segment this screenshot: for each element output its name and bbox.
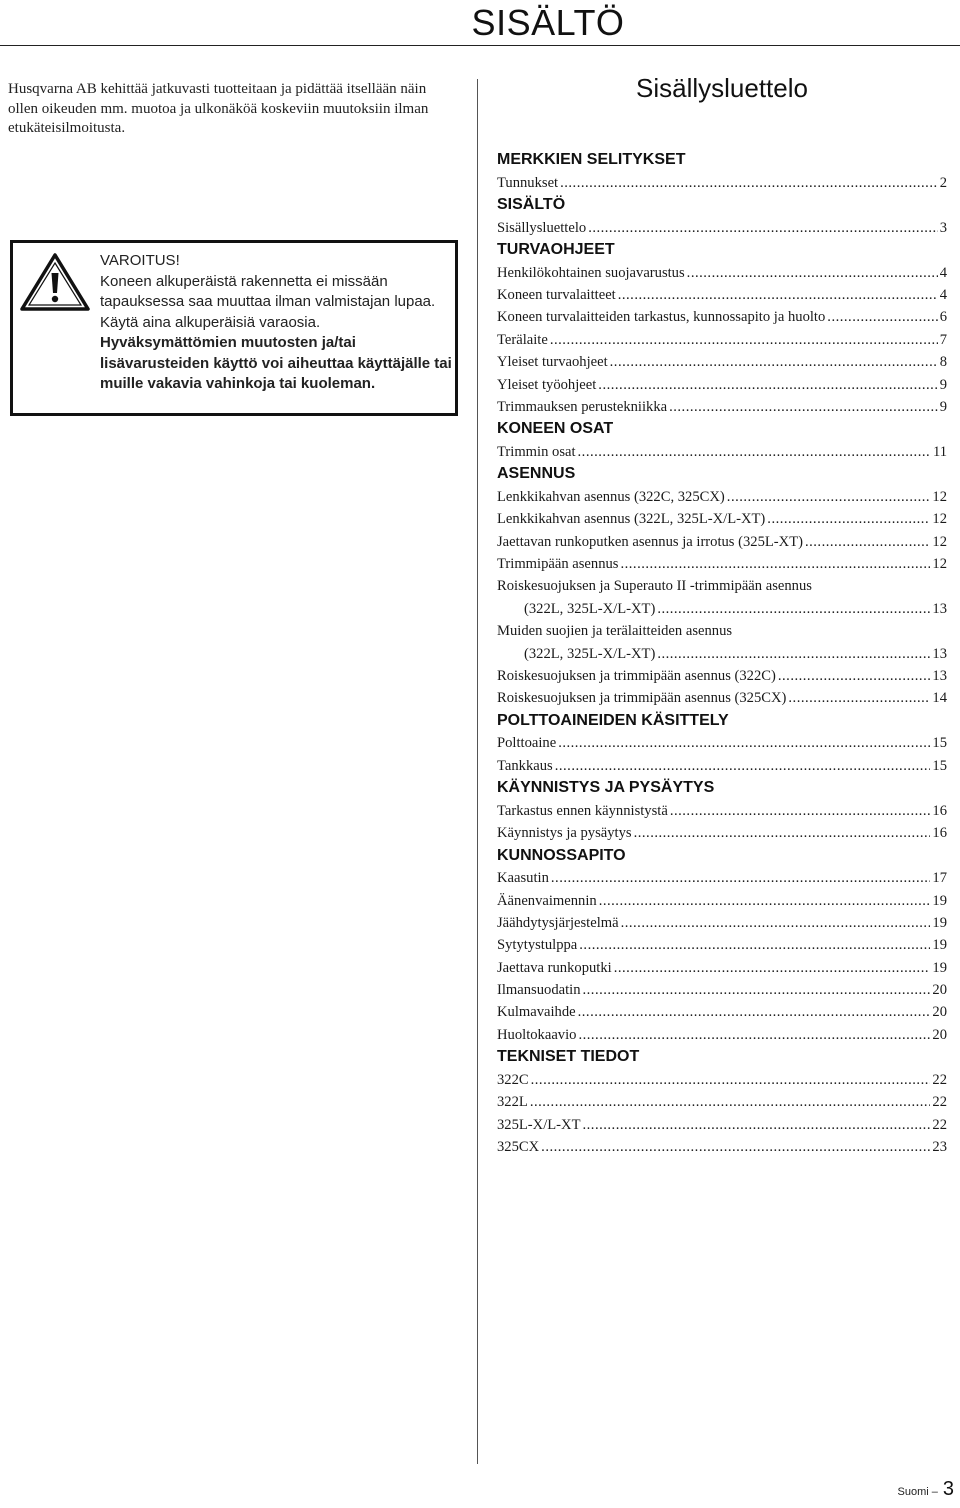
toc-entry-label: Koneen turvalaitteiden tarkastus, kunnossapito ja huolto	[497, 309, 826, 326]
toc-entry[interactable]	[497, 1114, 947, 1136]
warning-text	[100, 251, 456, 395]
toc-leader-dots	[669, 396, 938, 418]
toc-entry[interactable]	[497, 1001, 947, 1023]
toc-entry-page: 4	[939, 286, 947, 303]
toc-entry-label: Kaasutin	[497, 870, 549, 887]
toc-entry-page: 4	[939, 264, 947, 281]
warning-plain-text: Koneen alkuperäistä rakennetta ei missään tapauksessa saa muuttaa ilman valmistajan lupaa. Käytä aina alkuperäisiä varaosia.	[100, 272, 436, 331]
toc-entry[interactable]	[497, 934, 947, 956]
toc-leader-dots	[614, 957, 931, 979]
toc-entry-page: 7	[939, 331, 947, 348]
toc-leader-dots	[620, 553, 930, 575]
toc-entry-label: Käynnistys ja pysäytys	[497, 825, 632, 842]
toc-entry-page: 23	[932, 1139, 947, 1156]
toc-leader-dots	[541, 1136, 930, 1158]
toc-entry-label: Kulmavaihde	[497, 1004, 576, 1021]
toc-leader-dots	[670, 800, 931, 822]
toc-section-heading: TURVAOHJEET	[497, 240, 615, 258]
toc-entry[interactable]	[497, 957, 947, 979]
toc-entry[interactable]	[497, 486, 947, 508]
toc-entry-label: Henkilökohtainen suojavarustus	[497, 264, 685, 281]
toc-leader-dots	[657, 643, 930, 665]
toc-entry[interactable]	[497, 262, 947, 284]
page-footer	[898, 1478, 954, 1508]
toc-entry[interactable]	[497, 665, 947, 687]
toc-entry-label: Sisällysluettelo	[497, 219, 587, 236]
toc-leader-dots	[827, 306, 937, 328]
toc-leader-dots	[598, 374, 937, 396]
column-divider	[477, 79, 478, 1464]
toc-list	[497, 149, 947, 1158]
warning-bold-text: Hyväksymättömien muutosten ja/tai lisävarusteiden käyttö voi aiheuttaa käyttäjälle tai muille vakavia vahinkoja tai kuoleman.	[100, 334, 452, 392]
toc-entry-label: Lenkkikahvan asennus (322C, 325CX)	[497, 488, 725, 505]
toc-entry[interactable]	[497, 732, 947, 754]
toc-entry[interactable]	[497, 867, 947, 889]
warning-triangle-icon	[19, 251, 91, 313]
toc-entry-page: 3	[939, 219, 947, 236]
toc-entry[interactable]	[497, 822, 947, 844]
toc-entry-page: 16	[932, 825, 947, 842]
toc-entry-page: 19	[932, 959, 947, 976]
toc-leader-dots	[767, 508, 930, 530]
toc-entry[interactable]	[497, 329, 947, 351]
toc-entry-label: Sytytystulppa	[497, 937, 578, 954]
toc-entry[interactable]	[497, 575, 947, 620]
toc-entry[interactable]	[497, 374, 947, 396]
toc-leader-dots	[610, 351, 938, 373]
table-of-contents	[497, 70, 947, 1158]
toc-entry-label: Roiskesuojuksen ja Superauto II -trimmipään asennus	[497, 578, 812, 595]
toc-section-heading: KONEEN OSAT	[497, 420, 614, 438]
toc-entry[interactable]	[497, 890, 947, 912]
toc-section-heading: KÄYNNISTYS JA PYSÄYTYS	[497, 779, 715, 797]
toc-leader-dots	[588, 217, 938, 239]
warning-box	[10, 240, 458, 416]
toc-entry-label: Jaettavan runkoputken asennus ja irrotus (325L-XT)	[497, 533, 803, 550]
toc-entry-label: Polttoaine	[497, 735, 557, 752]
toc-entry-label: Huoltokaavio	[497, 1026, 577, 1043]
toc-leader-dots	[531, 1069, 931, 1091]
toc-entry[interactable]	[497, 1024, 947, 1046]
toc-entry-page: 15	[932, 735, 947, 752]
toc-entry-label: 322C	[497, 1071, 529, 1088]
toc-leader-dots	[578, 1024, 930, 1046]
toc-entry[interactable]	[497, 217, 947, 239]
toc-leader-dots	[578, 1001, 931, 1023]
toc-leader-dots	[578, 441, 931, 463]
toc-entry-label: Roiskesuojuksen ja trimmipään asennus (325CX)	[497, 690, 787, 707]
toc-entry-page: 12	[932, 511, 947, 528]
toc-entry[interactable]	[497, 1091, 947, 1113]
toc-entry-label: Tankkaus	[497, 757, 553, 774]
toc-entry-page: 9	[939, 376, 947, 393]
toc-leader-dots	[560, 172, 938, 194]
toc-entry-page: 13	[932, 668, 947, 684]
toc-section-heading: SISÄLTÖ	[497, 195, 566, 213]
toc-section-heading: ASENNUS	[497, 465, 576, 483]
toc-entry-label: Koneen turvalaitteet	[497, 286, 616, 303]
toc-entry-page: 14	[932, 690, 947, 707]
toc-leader-dots	[788, 687, 930, 709]
header-rule	[0, 45, 960, 46]
toc-entry[interactable]	[497, 979, 947, 1001]
toc-leader-dots	[687, 262, 938, 284]
toc-entry[interactable]	[497, 531, 947, 553]
footer-page-number: 3	[942, 1478, 954, 1500]
toc-entry-page: 20	[932, 1026, 947, 1043]
toc-entry-page: 11	[932, 443, 947, 460]
toc-entry[interactable]	[497, 172, 947, 194]
toc-entry-label: Tarkastus ennen käynnistystä	[497, 802, 668, 819]
toc-entry[interactable]	[497, 620, 947, 665]
toc-leader-dots	[550, 329, 938, 351]
toc-entry-page: 8	[939, 354, 947, 371]
toc-entry-page: 6	[939, 309, 947, 326]
toc-entry[interactable]	[497, 351, 947, 373]
toc-leader-dots	[618, 284, 938, 306]
toc-entry-label: Trimmauksen perustekniikka	[497, 398, 668, 415]
toc-entry-page: 15	[932, 757, 947, 774]
toc-entry-page: 2	[939, 174, 947, 191]
page-header	[0, 0, 960, 46]
toc-entry[interactable]	[497, 912, 947, 934]
toc-entry[interactable]	[497, 508, 947, 530]
toc-entry-label-continued: (322L, 325L-X/L-XT)	[524, 645, 656, 662]
toc-entry-label: Tunnukset	[497, 174, 559, 191]
toc-entry-label: Jaettava runkoputki	[497, 959, 612, 976]
toc-entry[interactable]	[497, 1069, 947, 1091]
toc-entry[interactable]	[497, 1136, 947, 1158]
toc-leader-dots	[579, 934, 930, 956]
toc-entry[interactable]	[497, 800, 947, 822]
toc-entry[interactable]	[497, 553, 947, 575]
toc-leader-dots	[599, 890, 931, 912]
toc-entry-page: 19	[932, 914, 947, 931]
toc-leader-dots	[583, 1114, 931, 1136]
toc-entry-page: 20	[932, 982, 947, 999]
toc-leader-dots	[621, 912, 931, 934]
toc-entry-page: 12	[932, 488, 947, 505]
toc-entry-label: Lenkkikahvan asennus (322L, 325L-X/L-XT)	[497, 511, 766, 528]
toc-section-heading: POLTTOAINEIDEN KÄSITTELY	[497, 711, 729, 729]
toc-section-heading: TEKNISET TIEDOT	[497, 1048, 640, 1066]
toc-entry-label: Ilmansuodatin	[497, 982, 581, 999]
toc-entry-label: Jäähdytysjärjestelmä	[497, 914, 619, 931]
toc-entry[interactable]	[497, 306, 947, 328]
toc-leader-dots	[583, 979, 931, 1001]
toc-section-heading: MERKKIEN SELITYKSET	[497, 151, 686, 168]
warning-heading: VAROITUS!	[100, 252, 180, 269]
toc-entry-label: Yleiset työohjeet	[497, 376, 597, 393]
toc-entry[interactable]	[497, 755, 947, 777]
toc-leader-dots	[657, 598, 930, 620]
toc-entry[interactable]	[497, 687, 947, 709]
toc-leader-dots	[555, 755, 931, 777]
toc-leader-dots	[778, 665, 931, 687]
toc-entry-label: 325L-X/L-XT	[497, 1116, 581, 1133]
toc-entry-label: Terälaite	[497, 331, 548, 348]
toc-entry-page: 13	[932, 645, 947, 662]
toc-entry-page: 16	[932, 802, 947, 819]
page-title: SISÄLTÖ	[471, 2, 625, 43]
toc-leader-dots	[558, 732, 930, 754]
toc-entry-page: 22	[932, 1116, 947, 1133]
toc-entry-label: 322L	[497, 1094, 528, 1111]
toc-title: Sisällysluettelo	[636, 73, 808, 103]
toc-entry-label: Roiskesuojuksen ja trimmipään asennus (322C)	[497, 668, 776, 684]
toc-entry[interactable]	[497, 396, 947, 418]
toc-entry-page: 12	[932, 533, 947, 550]
toc-entry[interactable]	[497, 284, 947, 306]
toc-entry-label: 325CX	[497, 1139, 540, 1156]
toc-entry-page: 22	[932, 1071, 947, 1088]
toc-leader-dots	[634, 822, 931, 844]
toc-entry[interactable]	[497, 441, 947, 463]
toc-entry-page: 17	[932, 870, 947, 887]
toc-entry-page: 20	[932, 1004, 947, 1021]
toc-entry-page: 12	[932, 556, 947, 573]
toc-leader-dots	[727, 486, 931, 508]
toc-leader-dots	[530, 1091, 931, 1113]
toc-leader-dots	[551, 867, 931, 889]
toc-entry-page: 22	[932, 1094, 947, 1111]
intro-paragraph: Husqvarna AB kehittää jatkuvasti tuotteitaan ja pidättää itsellään näin ollen oikeuden mm. muotoa ja ulkonäköä koskeviin muutoksiin ilman etukäteisilmoitusta.	[8, 81, 429, 136]
toc-entry-label: Trimmin osat	[497, 443, 576, 460]
toc-entry-label-continued: (322L, 325L-X/L-XT)	[524, 600, 656, 617]
footer-language: Suomi –	[897, 1486, 938, 1498]
toc-entry-page: 13	[932, 600, 947, 617]
toc-section-heading: KUNNOSSAPITO	[497, 846, 626, 864]
toc-leader-dots	[805, 531, 930, 553]
toc-entry-label: Äänenvaimennin	[497, 892, 597, 909]
toc-entry-label: Yleiset turvaohjeet	[497, 354, 608, 371]
toc-entry-page: 19	[932, 892, 947, 909]
toc-entry-label: Trimmipään asennus	[497, 556, 619, 573]
toc-entry-page: 9	[939, 398, 947, 415]
toc-entry-label: Muiden suojien ja terälaitteiden asennus	[497, 623, 733, 640]
toc-entry-page: 19	[932, 937, 947, 954]
